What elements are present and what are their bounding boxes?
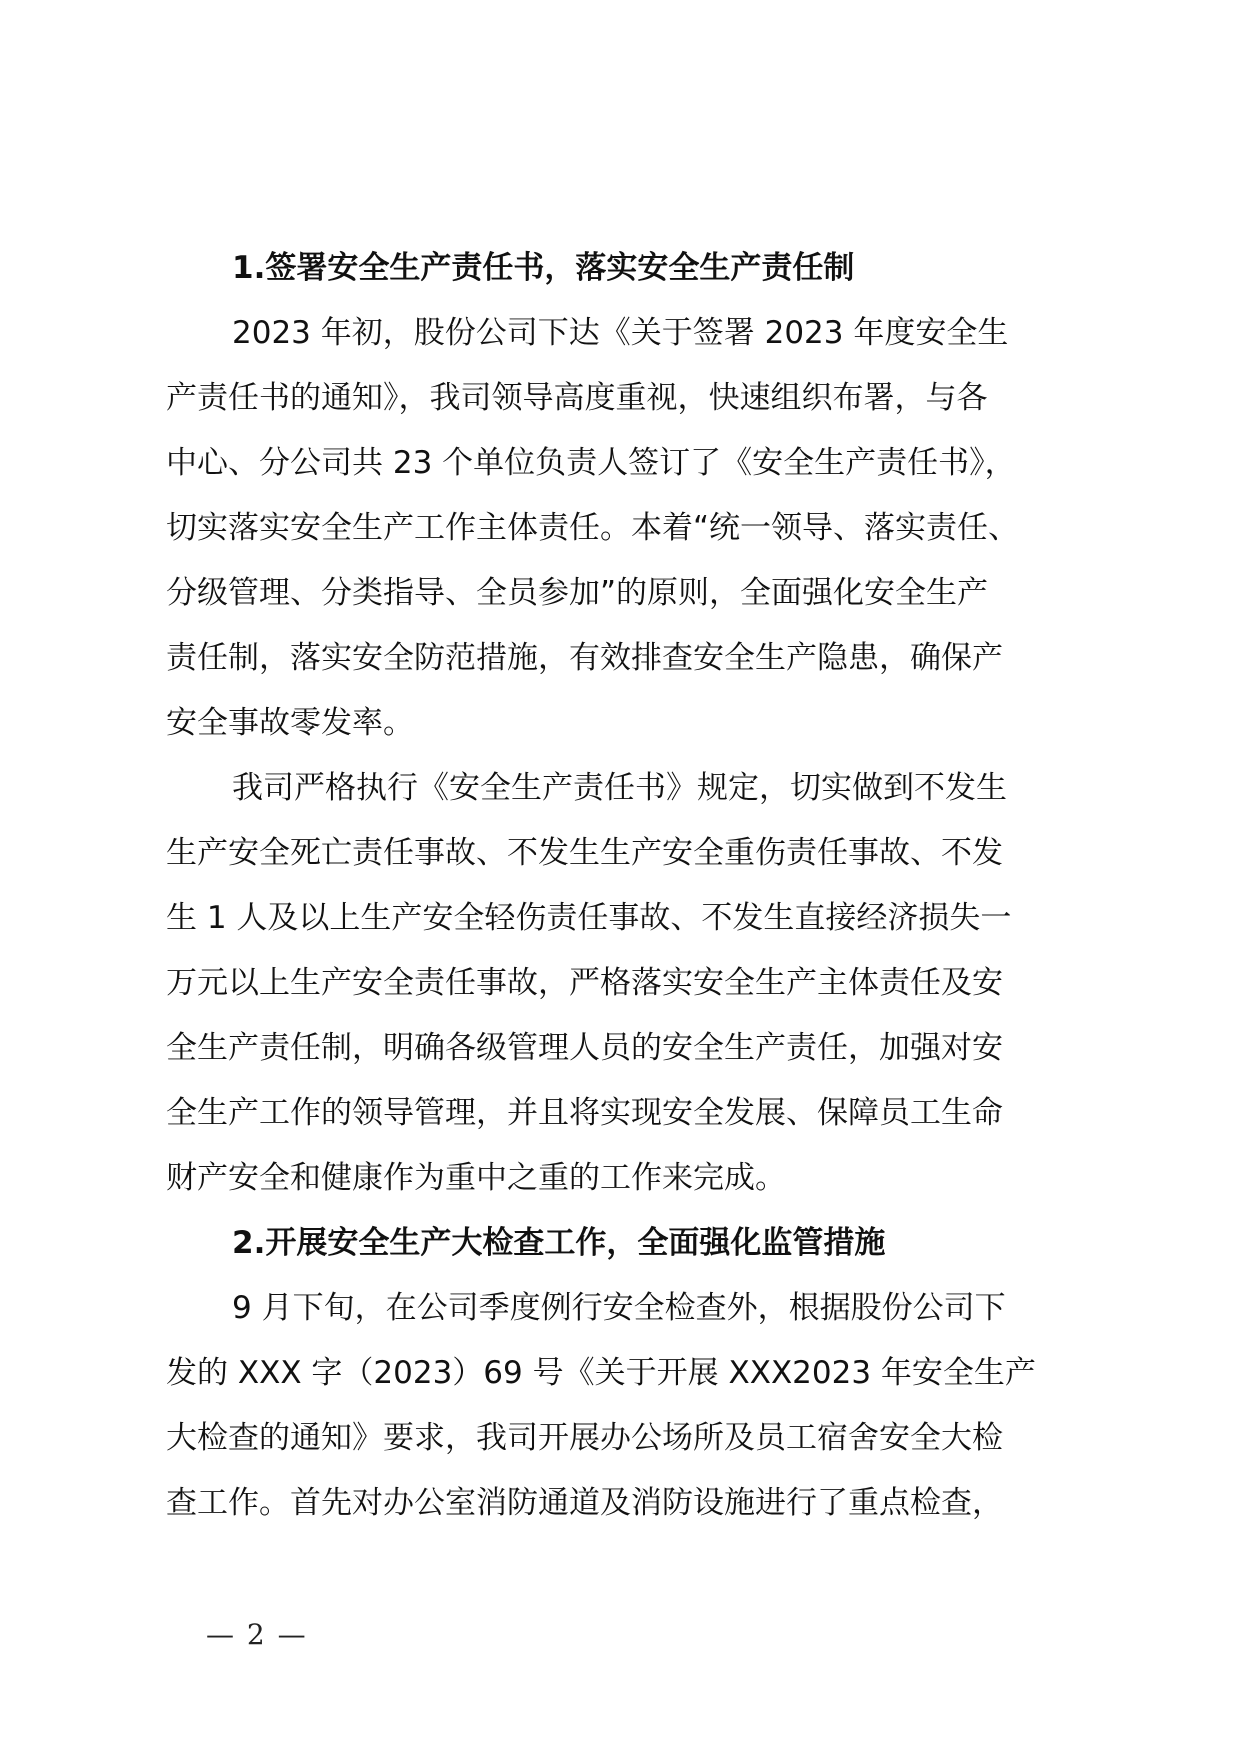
text-line: 全生产工作的领导管理，并且将实现安全发展、保障员工生命 (166, 1095, 1003, 1131)
text-line: 切实落实安全生产工作主体责任。本着“统一领导、落实责任、 (166, 510, 1020, 546)
text-line: 大检查的通知》要求，我司开展办公场所及员工宿舍安全大检 (166, 1420, 1003, 1456)
document-body (166, 236, 1116, 1536)
text-line: 责任制，落实安全防范措施，有效排查安全生产隐患，确保产 (166, 640, 1003, 676)
text-line: 9 月下旬，在公司季度例行安全检查外，根据股份公司下 (232, 1290, 1006, 1326)
text-line: 分级管理、分类指导、全员参加”的原则，全面强化安全生产 (166, 575, 989, 611)
text-line: 生 1 人及以上生产安全轻伤责任事故、不发生直接经济损失一 (166, 900, 1012, 936)
text-line: 中心、分公司共 23 个单位负责人签订了《安全生产责任书》， (166, 445, 1016, 481)
text-line: 产责任书的通知》，我司领导高度重视，快速组织布署，与各 (166, 380, 988, 416)
text-line: 2023 年初，股份公司下达《关于签署 2023 年度安全生 (232, 315, 1009, 351)
text-line: 生产安全死亡责任事故、不发生生产安全重伤责任事故、不发 (166, 835, 1003, 871)
text-line: 发的 XXX 字（2023）69 号《关于开展 XXX2023 年安全生产 (166, 1355, 1036, 1391)
section-heading: 1.签署安全生产责任书，落实安全生产责任制 (232, 250, 855, 286)
text-line: 全生产责任制，明确各级管理人员的安全生产责任，加强对安 (166, 1030, 1003, 1066)
text-line: 安全事故零发率。 (166, 705, 414, 741)
page-number: — 2 — (206, 1618, 308, 1651)
section-heading: 2.开展安全生产大检查工作，全面强化监管措施 (232, 1225, 886, 1261)
text-line: 财产安全和健康作为重中之重的工作来完成。 (166, 1160, 786, 1196)
text-line: 我司严格执行《安全生产责任书》规定，切实做到不发生 (232, 770, 1007, 806)
text-line: 万元以上生产安全责任事故，严格落实安全生产主体责任及安 (166, 965, 1003, 1001)
text-line: 查工作。首先对办公室消防通道及消防设施进行了重点检查， (166, 1485, 1003, 1521)
